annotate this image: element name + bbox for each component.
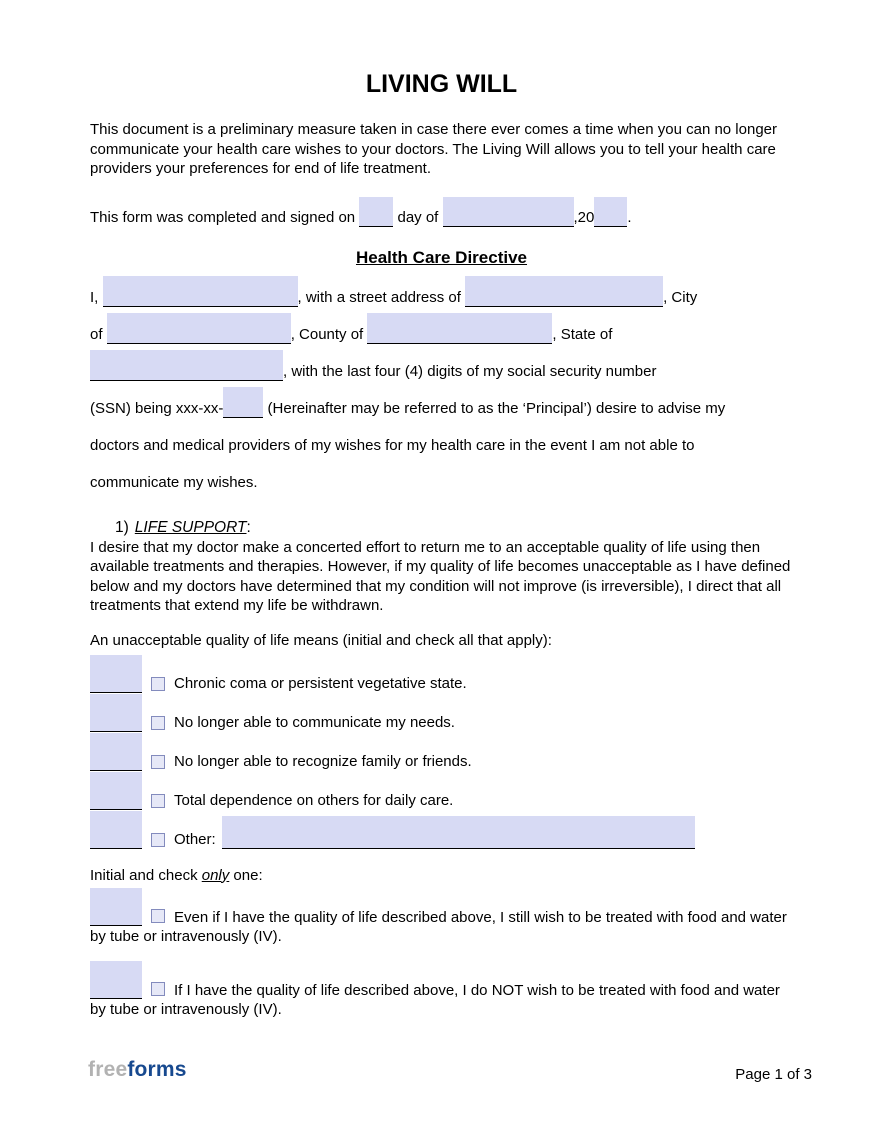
page-title: LIVING WILL bbox=[365, 70, 518, 98]
day-of-text: day of bbox=[393, 208, 443, 226]
exclusive-options bbox=[90, 888, 793, 1020]
principal-name-field[interactable] bbox=[103, 276, 298, 307]
principal-clause-text: (Hereinafter may be referred to as the ‘Principal’) desire to advise my bbox=[263, 399, 726, 417]
directive-line-5 bbox=[90, 418, 793, 455]
year-prefix-text: ,20 bbox=[573, 208, 595, 226]
street-address-text: , with a street address of bbox=[297, 288, 466, 306]
ssn-prefix-text: (SSN) being xxx-xx- bbox=[90, 399, 224, 417]
option-row-feed bbox=[90, 888, 793, 947]
option-label: No longer able to recognize family or friends. bbox=[174, 752, 472, 770]
initials-field[interactable] bbox=[90, 811, 142, 849]
directive-line-1 bbox=[90, 270, 793, 307]
initials-field[interactable] bbox=[90, 733, 142, 771]
day-field[interactable] bbox=[359, 197, 393, 227]
life-support-paragraph: I desire that my doctor make a concerted effort to return me to an acceptable quality of life using then available treatments and therapies. However, if my quality of life becomes unacceptable as I have defined below and my doctors have determined that my condition will not improve (is irreversible), I direct that all treatments that extend my life be withdrawn. bbox=[90, 538, 791, 614]
checkbox-icon[interactable] bbox=[151, 755, 165, 769]
only-prompt-pre: Initial and check bbox=[90, 866, 202, 884]
state-text: , State of bbox=[552, 325, 613, 343]
option-row-dependence bbox=[90, 771, 793, 810]
heading-colon: : bbox=[246, 518, 251, 536]
city-field[interactable] bbox=[107, 313, 291, 344]
option-label: Chronic coma or persistent vegetative state. bbox=[174, 674, 467, 692]
i-text: I, bbox=[90, 288, 103, 306]
life-support-heading bbox=[90, 518, 793, 537]
option-row-coma bbox=[90, 654, 793, 693]
page-content bbox=[90, 0, 793, 1020]
of-text: of bbox=[90, 325, 107, 343]
initials-field[interactable] bbox=[90, 772, 142, 810]
option-label: If I have the quality of life described above, I do NOT wish to be treated with food and water by tube or intravenously (IV). bbox=[90, 981, 780, 1018]
initials-field[interactable] bbox=[90, 888, 142, 926]
option-row-communicate bbox=[90, 693, 793, 732]
county-text: , County of bbox=[290, 325, 368, 343]
signed-line-text: This form was completed and signed on bbox=[90, 208, 360, 226]
checkbox-icon[interactable] bbox=[151, 716, 165, 730]
only-word: only bbox=[201, 866, 230, 884]
state-field[interactable] bbox=[90, 350, 283, 381]
directive-line-2 bbox=[90, 307, 793, 344]
option-label: Other: bbox=[174, 830, 216, 848]
option-row-other bbox=[90, 810, 793, 849]
option-label: Total dependence on others for daily care. bbox=[174, 791, 454, 809]
option-row-no-feed bbox=[90, 961, 793, 1020]
city-text: , City bbox=[663, 288, 698, 306]
initials-field[interactable] bbox=[90, 694, 142, 732]
option-label: No longer able to communicate my needs. bbox=[174, 713, 455, 731]
checkbox-icon[interactable] bbox=[151, 833, 165, 847]
directive-line-4 bbox=[90, 381, 793, 418]
only-one-prompt bbox=[90, 866, 793, 885]
intro-paragraph: This document is a preliminary measure taken in case there ever comes a time when you can no longer communicate your health care wishes to your doctors. The Living Will allows you to tell your health care providers your preferences for end of life treatment. bbox=[90, 121, 778, 177]
logo-forms-text: forms bbox=[127, 1058, 187, 1081]
directive-lines bbox=[90, 270, 793, 492]
communicate-text: communicate my wishes. bbox=[90, 473, 258, 491]
page-number: Page 1 of 3 bbox=[735, 1066, 812, 1083]
signed-date-line bbox=[90, 194, 793, 227]
life-support-title: LIFE SUPPORT bbox=[134, 518, 247, 536]
ssn-last4-field[interactable] bbox=[223, 387, 263, 418]
checkbox-icon[interactable] bbox=[151, 982, 165, 996]
logo-free-text: free bbox=[88, 1058, 128, 1081]
month-field[interactable] bbox=[443, 197, 574, 227]
county-field[interactable] bbox=[367, 313, 552, 344]
checkbox-icon[interactable] bbox=[151, 677, 165, 691]
checkbox-icon[interactable] bbox=[151, 909, 165, 923]
option-label: Even if I have the quality of life described above, I still wish to be treated with food and water by tube or intravenously (IV). bbox=[90, 908, 787, 945]
quality-of-life-options bbox=[90, 654, 793, 849]
ssn-intro-text: , with the last four (4) digits of my social security number bbox=[283, 362, 657, 380]
apply-prompt: An unacceptable quality of life means (initial and check all that apply): bbox=[90, 631, 552, 649]
year-field[interactable] bbox=[594, 197, 627, 227]
other-description-field[interactable] bbox=[222, 816, 695, 849]
street-address-field[interactable] bbox=[465, 276, 663, 307]
initials-field[interactable] bbox=[90, 655, 142, 693]
period-text: . bbox=[627, 208, 632, 226]
initials-field[interactable] bbox=[90, 961, 142, 999]
freeforms-logo bbox=[88, 1058, 187, 1082]
option-row-recognize bbox=[90, 732, 793, 771]
checkbox-icon[interactable] bbox=[151, 794, 165, 808]
doctors-text: doctors and medical providers of my wishes for my health care in the event I am not able to bbox=[90, 436, 695, 454]
only-prompt-post: one: bbox=[229, 866, 263, 884]
health-care-directive-heading: Health Care Directive bbox=[355, 247, 528, 267]
directive-line-3 bbox=[90, 344, 793, 381]
section-number: 1) bbox=[115, 518, 129, 536]
directive-line-6 bbox=[90, 455, 793, 492]
